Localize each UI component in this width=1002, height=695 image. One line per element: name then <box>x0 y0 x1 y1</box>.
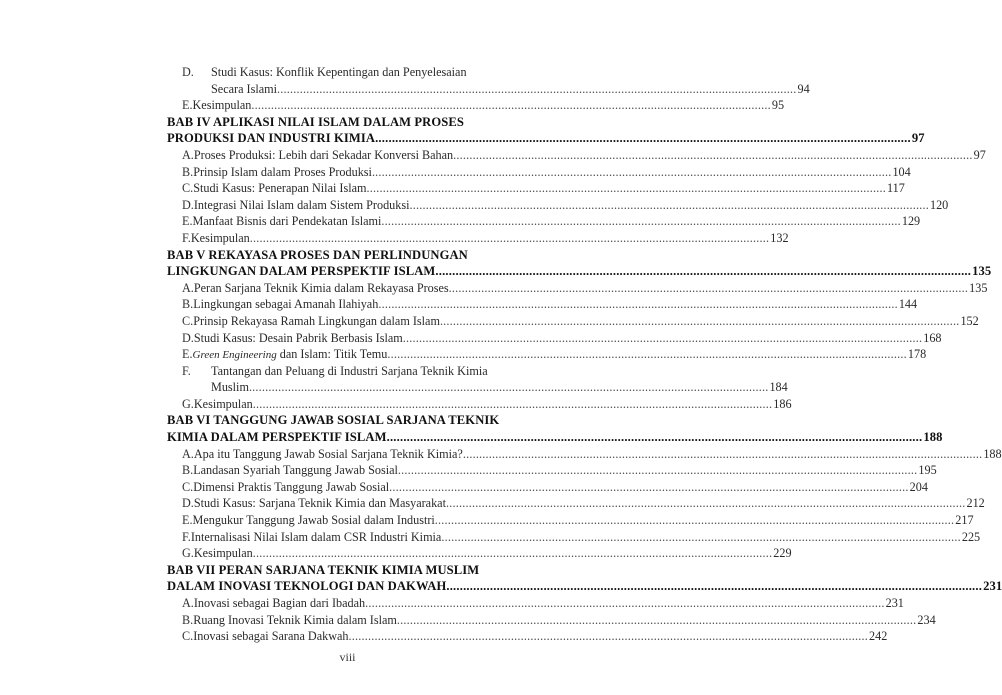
toc-entry-letter: A. <box>182 280 194 295</box>
dot-leader <box>463 446 983 463</box>
toc-entry-title: Studi Kasus: Sarjana Teknik Kimia dan Masyarakat <box>193 496 446 511</box>
toc-page-number: 225 <box>961 529 981 544</box>
toc-entry-letter: C. <box>182 313 194 328</box>
toc-entry[interactable] <box>167 330 942 347</box>
toc-page-number: 135 <box>969 280 988 295</box>
toc-entry[interactable] <box>167 97 785 114</box>
dot-leader <box>453 147 973 164</box>
table-of-contents <box>167 64 1002 645</box>
toc-page-number: 120 <box>929 197 949 212</box>
toc-entry-letter: D. <box>182 197 194 212</box>
chapter-title: BAB VI TANGGUNG JAWAB SOSIAL SARJANA TEKNIK <box>167 413 500 428</box>
toc-entry-title: Secara Islami <box>211 81 277 96</box>
toc-page-number: 132 <box>770 230 789 245</box>
toc-entry-title: Studi Kasus: Desain Pabrik Berbasis Islam <box>193 330 403 345</box>
toc-entry-title: Lingkungan sebagai Amanah Ilahiyah <box>193 297 379 312</box>
dot-leader <box>251 97 771 114</box>
dot-leader <box>372 164 892 181</box>
toc-entry[interactable] <box>167 180 905 197</box>
dot-leader <box>250 230 770 247</box>
toc-entry-title: Integrasi Nilai Islam dalam Sistem Produksi <box>193 197 410 212</box>
toc-entry[interactable] <box>167 446 1002 463</box>
toc-entry-letter: D. <box>182 330 194 345</box>
chapter-title: DALAM INOVASI TEKNOLOGI DAN DAKWAH <box>167 579 447 594</box>
toc-entry[interactable] <box>167 495 985 512</box>
toc-page-number: 242 <box>869 629 888 644</box>
dot-leader <box>446 495 966 512</box>
toc-entry-letter: G. <box>182 546 194 561</box>
toc-page-number: 117 <box>887 181 905 196</box>
toc-entry-letter: F. <box>182 529 191 544</box>
toc-page-number: 104 <box>892 164 911 179</box>
toc-entry-continued-line1 <box>167 363 497 380</box>
dot-leader <box>387 429 923 446</box>
toc-entry[interactable] <box>167 313 979 330</box>
toc-entry-letter: F. <box>182 230 191 245</box>
toc-entry-letter: B. <box>182 463 194 478</box>
toc-entry[interactable] <box>167 346 927 363</box>
toc-page-number: 231 <box>983 579 1002 594</box>
toc-entry-letter: E. <box>182 347 193 362</box>
toc-entry[interactable] <box>167 213 921 230</box>
chapter-heading-bab-vii-cont[interactable] <box>167 578 1002 595</box>
toc-entry-letter: E. <box>182 98 193 113</box>
dot-leader <box>381 213 901 230</box>
dot-leader <box>435 263 971 280</box>
toc-entry[interactable] <box>167 147 986 164</box>
toc-entry[interactable] <box>167 462 937 479</box>
toc-entry-title: Mengukur Tanggung Jawab Sosial dalam Industri <box>192 513 435 528</box>
chapter-heading-bab-iv-cont[interactable] <box>167 130 925 147</box>
toc-entry-letter: F. <box>182 363 191 378</box>
toc-entry[interactable] <box>167 612 936 629</box>
dot-leader <box>378 296 898 313</box>
toc-page-number: 129 <box>901 214 921 229</box>
toc-entry-title: Peran Sarjana Teknik Kimia dalam Rekayasa Proses <box>193 280 449 295</box>
toc-page-number: 184 <box>769 380 788 395</box>
toc-entry-letter: B. <box>182 164 194 179</box>
toc-entry-letter: E. <box>182 214 193 229</box>
chapter-title: LINGKUNGAN DALAM PERSPEKTIF ISLAM <box>167 264 436 279</box>
toc-entry-title: Muslim <box>211 380 249 395</box>
toc-entry[interactable] <box>167 81 810 98</box>
toc-entry-letter: E. <box>182 513 193 528</box>
toc-entry-title: Manfaat Bisnis dari Pendekatan Islami <box>192 214 382 229</box>
toc-entry-letter: C. <box>182 181 194 196</box>
toc-entry[interactable] <box>167 628 888 645</box>
toc-entry[interactable] <box>167 280 988 297</box>
toc-entry[interactable] <box>167 230 789 247</box>
dot-leader <box>441 529 961 546</box>
toc-entry-title-rest: dan Islam: Titik Temu <box>276 347 388 362</box>
toc-entry-letter: C. <box>182 479 194 494</box>
chapter-heading-bab-vi-cont[interactable] <box>167 429 943 446</box>
toc-entry-title: Kesimpulan <box>193 546 253 561</box>
dot-leader <box>397 612 917 629</box>
toc-entry-title: Inovasi sebagai Bagian dari Ibadah <box>193 596 366 610</box>
toc-entry-letter: G. <box>182 396 194 411</box>
toc-entry[interactable] <box>167 379 788 396</box>
toc-entry[interactable] <box>167 164 911 181</box>
dot-leader <box>403 330 923 347</box>
toc-page-number: 178 <box>907 347 927 362</box>
dot-leader <box>435 512 955 529</box>
toc-entry-continued-line1 <box>167 64 497 81</box>
toc-page-number: 229 <box>773 546 792 561</box>
toc-entry[interactable] <box>167 529 981 546</box>
toc-entry-title: Landasan Syariah Tanggung Jawab Sosial <box>193 463 398 478</box>
toc-page-number: 168 <box>923 330 942 345</box>
toc-entry-letter: D. <box>182 65 194 79</box>
chapter-title: BAB IV APLIKASI NILAI ISLAM DALAM PROSES <box>167 114 464 129</box>
chapter-heading-bab-v[interactable] <box>167 247 497 264</box>
toc-page-number: 234 <box>917 612 936 627</box>
chapter-title: PRODUKSI DAN INDUSTRI KIMIA <box>167 131 376 146</box>
toc-entry-title: Kesimpulan <box>193 396 253 411</box>
chapter-heading-bab-vii[interactable] <box>167 562 497 579</box>
dot-leader <box>387 346 907 363</box>
chapter-title: BAB VII PERAN SARJANA TEKNIK KIMIA MUSLIM <box>167 562 480 577</box>
dot-leader <box>367 180 887 197</box>
toc-entry-letter: A. <box>182 147 194 162</box>
toc-entry[interactable] <box>167 595 904 612</box>
toc-page-number: 94 <box>797 81 810 96</box>
toc-entry[interactable] <box>167 396 792 413</box>
toc-page-number: 231 <box>885 596 904 610</box>
toc-page-number: 144 <box>898 297 918 312</box>
toc-entry-title: Proses Produksi: Lebih dari Sekadar Konversi Bahan <box>193 147 454 162</box>
toc-entry-letter: C. <box>182 629 194 644</box>
chapter-heading-bab-iv[interactable] <box>167 114 497 131</box>
toc-page-number: 204 <box>909 479 928 494</box>
toc-entry-title: Inovasi sebagai Sarana Dakwah <box>193 629 349 644</box>
toc-page-number: 95 <box>771 98 785 113</box>
toc-entry-title: Studi Kasus: Konflik Kepentingan dan Penyelesaian <box>211 65 467 79</box>
toc-entry-title: Kesimpulan <box>192 98 252 113</box>
dot-leader <box>365 595 885 612</box>
toc-page-number: 97 <box>973 147 986 162</box>
dot-leader <box>253 545 773 562</box>
toc-entry-title: Dimensi Praktis Tanggung Jawab Sosial <box>193 479 390 494</box>
chapter-heading-bab-vi[interactable] <box>167 412 500 429</box>
chapter-title: KIMIA DALAM PERSPEKTIF ISLAM <box>167 430 387 445</box>
dot-leader <box>440 313 960 330</box>
toc-entry-title: Ruang Inovasi Teknik Kimia dalam Islam <box>193 612 397 627</box>
dot-leader <box>389 479 909 496</box>
toc-page-number: 188 <box>923 430 943 445</box>
toc-page-number: 217 <box>955 513 974 528</box>
dot-leader <box>249 379 769 396</box>
dot-leader <box>446 578 982 595</box>
dot-leader <box>349 628 869 645</box>
toc-entry[interactable] <box>167 479 928 496</box>
toc-entry-title: Kesimpulan <box>190 230 250 245</box>
toc-entry-title-italic: Green Engineering <box>192 349 277 362</box>
toc-entry-title: Studi Kasus: Penerapan Nilai Islam <box>193 181 367 196</box>
toc-entry-letter: A. <box>182 596 194 610</box>
toc-page-number: 186 <box>773 396 792 411</box>
toc-page-number: 152 <box>960 313 979 328</box>
toc-entry[interactable] <box>167 197 949 214</box>
dot-leader <box>449 280 969 297</box>
toc-entry-letter: D. <box>182 496 194 511</box>
toc-entry[interactable] <box>167 512 974 529</box>
dot-leader <box>398 462 918 479</box>
toc-page-number: 195 <box>918 463 937 478</box>
toc-entry-title: Prinsip Rekayasa Ramah Lingkungan dalam Islam <box>193 313 440 328</box>
dot-leader <box>253 396 773 413</box>
toc-entry-title: Prinsip Islam dalam Proses Produksi <box>193 164 372 179</box>
page-number-footer: viii <box>339 650 356 664</box>
chapter-heading-bab-v-cont[interactable] <box>167 263 992 280</box>
toc-entry-letter: B. <box>182 612 194 627</box>
toc-page-number: 188 <box>983 446 1002 461</box>
dot-leader <box>277 81 797 98</box>
toc-page-number: 97 <box>911 131 925 146</box>
toc-entry-letter: B. <box>182 297 194 312</box>
toc-page-number: 135 <box>972 264 992 279</box>
chapter-title: BAB V REKAYASA PROSES DAN PERLINDUNGAN <box>167 247 468 262</box>
toc-entry[interactable] <box>167 545 792 562</box>
toc-entry-title: Internalisasi Nilai Islam dalam CSR Industri Kimia <box>190 529 442 544</box>
dot-leader <box>409 197 929 214</box>
toc-entry-title: Apa itu Tanggung Jawab Sosial Sarjana Teknik Kimia? <box>193 446 463 461</box>
toc-entry-title <box>193 346 388 364</box>
toc-entry-letter: A. <box>182 446 194 461</box>
toc-page-number: 212 <box>966 496 985 511</box>
toc-entry-title: Tantangan dan Peluang di Industri Sarjana Teknik Kimia <box>211 363 488 378</box>
dot-leader <box>375 130 911 147</box>
toc-entry[interactable] <box>167 296 918 313</box>
